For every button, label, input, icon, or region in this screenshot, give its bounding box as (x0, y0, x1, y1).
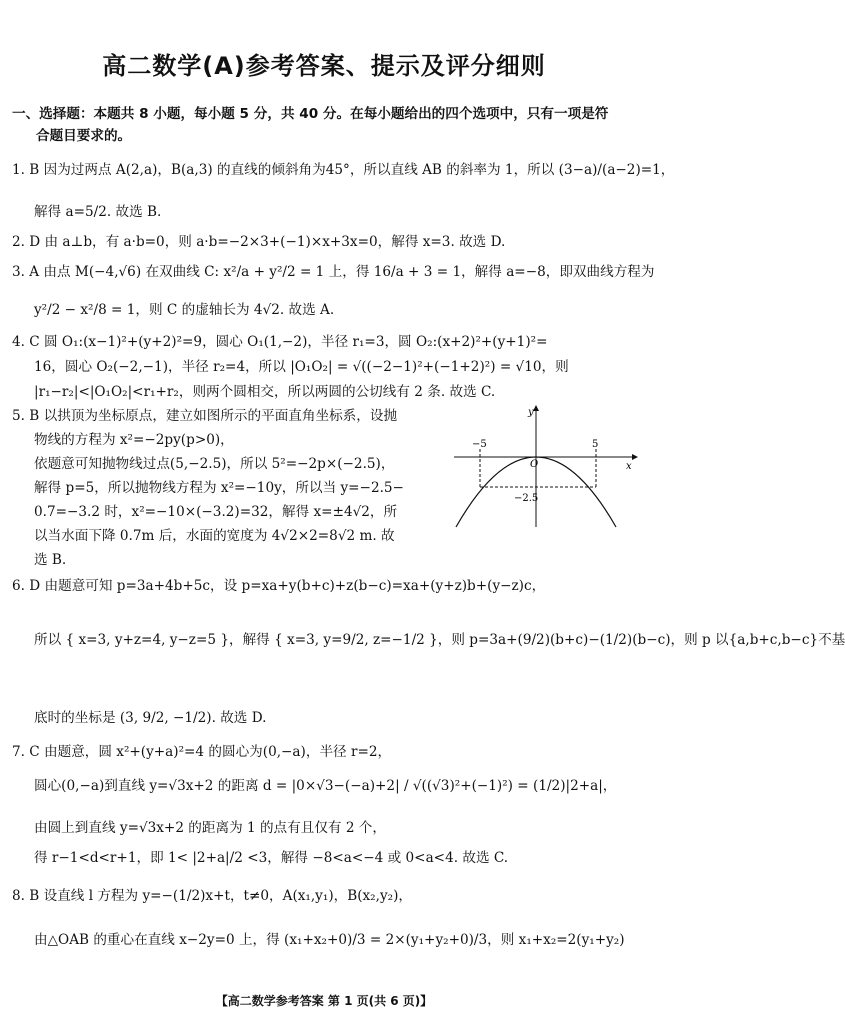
answer-6-line-3: 底时的坐标是 (3, 9/2, −1/2). 故选 D. (34, 710, 267, 726)
section-heading-cont: 合题目要求的。 (36, 128, 132, 144)
y-axis-arrow (533, 405, 539, 411)
tick-label-neg5: −5 (472, 439, 487, 450)
answer-4-line-1: 4. C 圆 O₁:(x−1)²+(y+2)²=9，圆心 O₁(1,−2)，半径 r₁=3，圆 O₂:(x+2)²+(y+1)²= (12, 334, 548, 350)
answer-7-line-4: 得 r−1<d<r+1，即 1< |2+a|/2 <3，解得 −8<a<−4 或 0<a<4. 故选 C. (34, 850, 509, 866)
answer-4-line-2: 16，圆心 O₂(−2,−1)，半径 r₂=4，所以 |O₁O₂| = √((−2−1)²+(−1+2)²) = √10，则 (34, 359, 569, 375)
tick-label-y: −2.5 (514, 493, 539, 504)
answer-1-line-2: 解得 a=5/2. 故选 B. (34, 204, 162, 220)
answer-7-line-3: 由圆上到直线 y=√3x+2 的距离为 1 的点有且仅有 2 个， (34, 820, 386, 836)
tick-label-5: 5 (592, 439, 599, 450)
answer-3-line-2: y²/2 − x²/8 = 1，则 C 的虚轴长为 4√2. 故选 A. (34, 302, 335, 318)
answer-2-line-1: 2. D 由 a⊥b，有 a·b=0，则 a·b=−2×3+(−1)×x+3x=0，解得 x=3. 故选 D. (12, 234, 506, 250)
answer-7-line-2: 圆心(0,−a)到直线 y=√3x+2 的距离 d = |0×√3−(−a)+2| / √((√3)²+(−1)²) = (1/2)|2+a|， (34, 778, 617, 794)
answer-5-line-1: 5. B 以拱顶为坐标原点，建立如图所示的平面直角坐标系，设抛 (12, 408, 398, 424)
answer-5-line-3: 依题意可知抛物线过点(5,−2.5)，所以 5²=−2p×(−2.5)， (34, 456, 395, 472)
answer-8-line-2: 由△OAB 的重心在直线 x−2y=0 上，得 (x₁+x₂+0)/3 = 2×(y₁+y₂+0)/3，则 x₁+x₂=2(y₁+y₂) (34, 932, 625, 948)
section-heading: 一、选择题：本题共 8 小题，每小题 5 分，共 40 分。在每小题给出的四个选项中，只有一项是符 (12, 106, 609, 122)
answer-3-line-1: 3. A 由点 M(−4,√6) 在双曲线 C: x²/a + y²/2 = 1 上，得 16/a + 3 = 1，解得 a=−8，即双曲线方程为 (12, 264, 655, 280)
answer-5-line-7: 选 B. (34, 552, 67, 568)
parabola-figure (450, 403, 638, 531)
answer-4-line-3: |r₁−r₂|<|O₁O₂|<r₁+r₂，则两个圆相交，所以两圆的公切线有 2 条. 故选 C. (34, 384, 496, 400)
page-footer: 【高二数学参考答案 第 1 页(共 6 页)】 (215, 994, 433, 1008)
x-axis-label: x (626, 461, 632, 472)
origin-label: O (530, 459, 539, 470)
answer-1-line-1: 1. B 因为过两点 A(2,a)，B(a,3) 的直线的倾斜角为45°，所以直线 AB 的斜率为 1，所以 (3−a)/(a−2)=1， (12, 162, 675, 178)
x-axis-arrow (632, 454, 638, 460)
answer-6-line-2: 所以 { x=3, y+z=4, y−z=5 }，解得 { x=3, y=9/2, z=−1/2 }，则 p=3a+(9/2)(b+c)−(1/2)(b−c)，则 p 以{a,b+c,b−c}不基 (34, 632, 845, 648)
page-title: 高二数学(A)参考答案、提示及评分细则 (102, 52, 546, 80)
answer-5-line-4: 解得 p=5，所以抛物线方程为 x²=−10y，所以当 y=−2.5− (34, 480, 404, 496)
answer-5-line-2: 物线的方程为 x²=−2py(p>0)， (34, 432, 234, 448)
answer-7-line-1: 7. C 由题意，圆 x²+(y+a)²=4 的圆心为(0,−a)，半径 r=2， (12, 744, 392, 760)
y-axis-label: y (528, 407, 534, 418)
answer-8-line-1: 8. B 设直线 l 方程为 y=−(1/2)x+t，t≠0，A(x₁,y₁)，B(x₂,y₂)， (12, 888, 412, 904)
answer-6-line-1: 6. D 由题意可知 p=3a+4b+5c，设 p=xa+y(b+c)+z(b−c)=xa+(y+z)b+(y−z)c， (12, 578, 546, 594)
answer-5-line-6: 以当水面下降 0.7m 后，水面的宽度为 4√2×2=8√2 m. 故 (34, 528, 395, 544)
answer-5-line-5: 0.7=−3.2 时，x²=−10×(−3.2)=32，解得 x=±4√2，所 (34, 504, 398, 520)
